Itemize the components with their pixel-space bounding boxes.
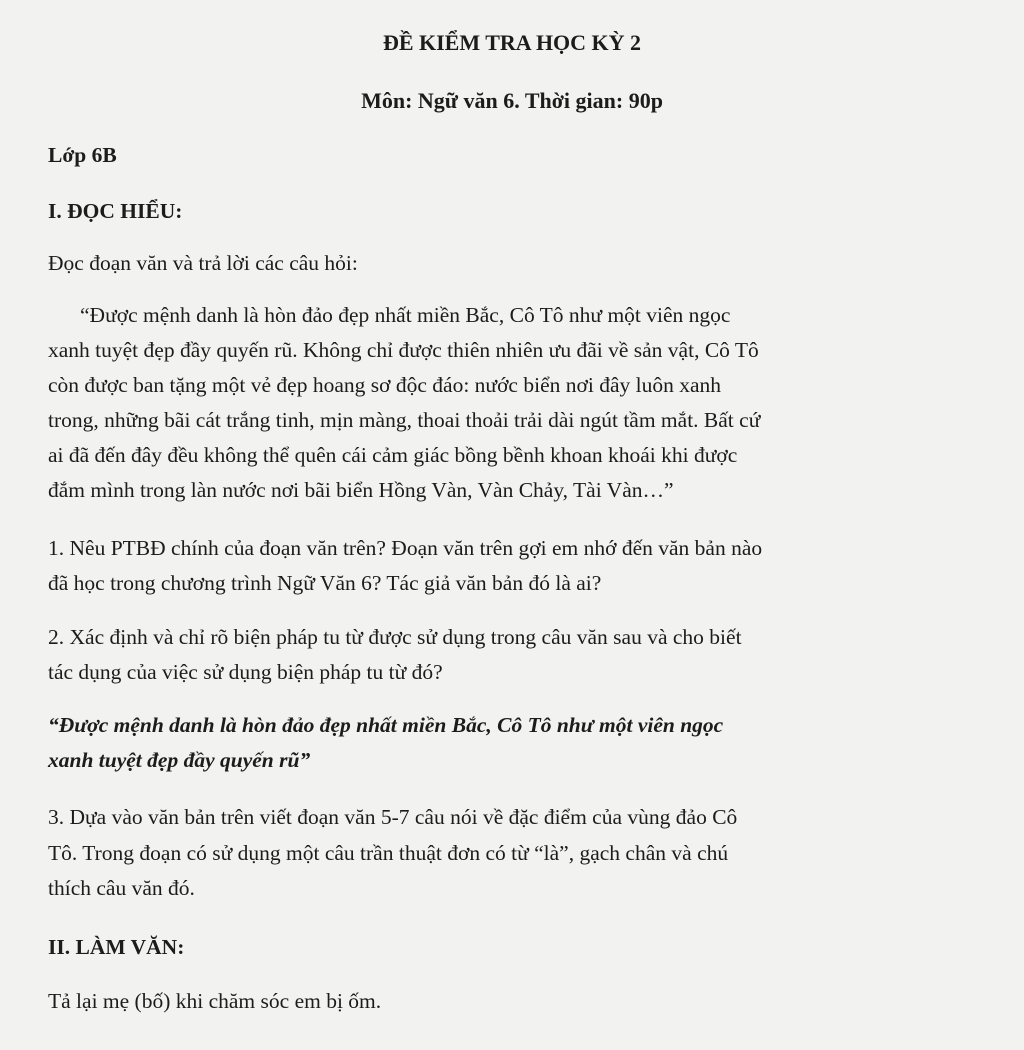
instruction-text: Đọc đoạn văn và trả lời các câu hỏi: [48, 251, 358, 275]
exam-subtitle: Môn: Ngữ văn 6. Thời gian: 90p [361, 88, 663, 113]
quote-line: xanh tuyệt đẹp đầy quyến rũ” [48, 748, 311, 772]
passage-line: ai đã đến đây đều không thể quên cái cảm giác bồng bềnh khoan khoái khi được [48, 443, 738, 467]
section2-heading: II. LÀM VĂN: [48, 935, 185, 959]
question-line: thích câu văn đó. [48, 876, 195, 900]
exam-title: ĐỀ KIỂM TRA HỌC KỲ 2 [382, 30, 642, 55]
class-label: Lớp 6B [48, 143, 117, 167]
question-line: đã học trong chương trình Ngữ Văn 6? Tác giả văn bản đó là ai? [48, 571, 602, 595]
passage-line: còn được ban tặng một vẻ đẹp hoang sơ độc đáo: nước biển nơi đây luôn xanh [48, 373, 722, 397]
question-line: 1. Nêu PTBĐ chính của đoạn văn trên? Đoạn văn trên gợi em nhớ đến văn bản nào [48, 536, 763, 560]
quote-line: “Được mệnh danh là hòn đảo đẹp nhất miền Bắc, Cô Tô như một viên ngọc [48, 713, 724, 737]
essay-prompt: Tả lại mẹ (bố) khi chăm sóc em bị ốm. [48, 989, 382, 1013]
question-line: 2. Xác định và chỉ rõ biện pháp tu từ được sử dụng trong câu văn sau và cho biết [48, 625, 742, 649]
question-line: 3. Dựa vào văn bản trên viết đoạn văn 5-7 câu nói về đặc điểm của vùng đảo Cô [48, 805, 738, 829]
section1-heading: I. ĐỌC HIỂU: [48, 199, 183, 223]
passage-line: trong, những bãi cát trắng tinh, mịn màng, thoai thoải trải dài ngút tầm mắt. Bất cứ [48, 408, 761, 432]
passage-line: “Được mệnh danh là hòn đảo đẹp nhất miền Bắc, Cô Tô như một viên ngọc [80, 303, 731, 327]
question-line: tác dụng của việc sử dụng biện pháp tu từ đó? [48, 660, 443, 684]
question-line: Tô. Trong đoạn có sử dụng một câu trần thuật đơn có từ “là”, gạch chân và chú [48, 841, 729, 865]
passage-line: đắm mình trong làn nước nơi bãi biển Hồng Vàn, Vàn Chảy, Tài Vàn…” [48, 478, 674, 502]
passage-line: xanh tuyệt đẹp đầy quyến rũ. Không chỉ được thiên nhiên ưu đãi về sản vật, Cô Tô [48, 338, 759, 362]
